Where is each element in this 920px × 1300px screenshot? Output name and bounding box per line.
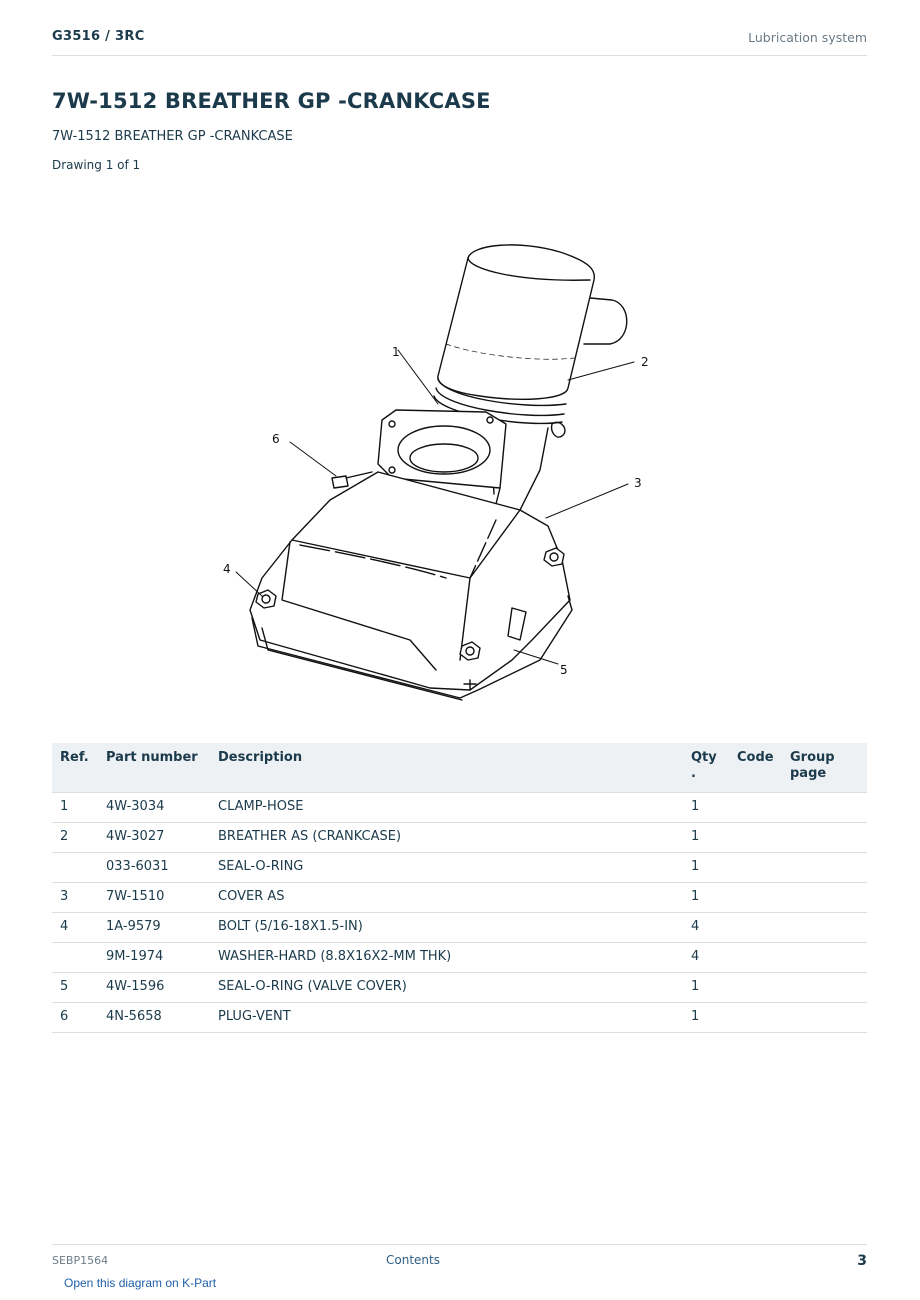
table-row: [52, 883, 867, 913]
header-code: Code: [729, 743, 782, 793]
cell-description: WASHER-HARD (8.8X16X2-MM THK): [210, 943, 683, 973]
cell-ref: 5: [52, 973, 98, 1003]
cell-group-page: [782, 793, 867, 823]
cell-description: PLUG-VENT: [210, 1003, 683, 1033]
page-title: 7W-1512 BREATHER GP -CRANKCASE: [52, 89, 491, 113]
cell-description: BOLT (5/16-18X1.5-IN): [210, 913, 683, 943]
parts-diagram: [200, 180, 720, 720]
cell-description: COVER AS: [210, 883, 683, 913]
cell-qty: 1: [683, 1003, 729, 1033]
cell-description: CLAMP-HOSE: [210, 793, 683, 823]
parts-table: [52, 743, 867, 1033]
cell-qty: 1: [683, 973, 729, 1003]
cell-code: [729, 1003, 782, 1033]
cell-ref: [52, 853, 98, 883]
cell-part-number: 4N-5658: [98, 1003, 210, 1033]
table-row: [52, 943, 867, 973]
cell-qty: 1: [683, 853, 729, 883]
header-qty: Qty .: [683, 743, 729, 793]
cell-part-number: 033-6031: [98, 853, 210, 883]
callout-6: 6: [272, 432, 280, 446]
table-row: [52, 823, 867, 853]
table-row: [52, 1003, 867, 1033]
cell-code: [729, 943, 782, 973]
cell-group-page: [782, 913, 867, 943]
drawing-count: Drawing 1 of 1: [52, 158, 141, 172]
cell-group-page: [782, 943, 867, 973]
cell-group-page: [782, 823, 867, 853]
header-part-number: Part number: [98, 743, 210, 793]
callout-2: 2: [641, 355, 649, 369]
cell-code: [729, 913, 782, 943]
callout-4: 4: [223, 562, 231, 576]
document-id: SEBP1564: [52, 1254, 109, 1267]
contents-link[interactable]: Contents: [386, 1253, 440, 1267]
cell-qty: 1: [683, 883, 729, 913]
breather-drawing: [200, 180, 720, 720]
cell-qty: 4: [683, 943, 729, 973]
cell-ref: 6: [52, 1003, 98, 1033]
cell-code: [729, 793, 782, 823]
callout-1: 1: [392, 345, 400, 359]
cell-ref: 4: [52, 913, 98, 943]
cell-part-number: 9M-1974: [98, 943, 210, 973]
callout-3: 3: [634, 476, 642, 490]
cell-qty: 4: [683, 913, 729, 943]
section-label: Lubrication system: [748, 30, 867, 45]
cell-code: [729, 823, 782, 853]
table-row: [52, 973, 867, 1003]
table-row: [52, 853, 867, 883]
table-row: [52, 913, 867, 943]
cell-qty: 1: [683, 793, 729, 823]
table-header-row: [52, 743, 867, 793]
cell-group-page: [782, 973, 867, 1003]
cell-part-number: 1A-9579: [98, 913, 210, 943]
page-header: [52, 29, 867, 56]
cell-code: [729, 883, 782, 913]
cell-group-page: [782, 1003, 867, 1033]
cell-part-number: 4W-3034: [98, 793, 210, 823]
cell-ref: 1: [52, 793, 98, 823]
cell-part-number: 4W-1596: [98, 973, 210, 1003]
cell-code: [729, 973, 782, 1003]
header-description: Description: [210, 743, 683, 793]
cell-description: BREATHER AS (CRANKCASE): [210, 823, 683, 853]
model-label: G3516 / 3RC: [52, 29, 145, 44]
cell-description: SEAL-O-RING: [210, 853, 683, 883]
cell-part-number: 7W-1510: [98, 883, 210, 913]
cell-qty: 1: [683, 823, 729, 853]
header-ref: Ref.: [52, 743, 98, 793]
cell-code: [729, 853, 782, 883]
header-group-page: Group page: [782, 743, 867, 793]
page-footer: [52, 1244, 867, 1269]
page-subtitle: 7W-1512 BREATHER GP -CRANKCASE: [52, 129, 293, 144]
cell-description: SEAL-O-RING (VALVE COVER): [210, 973, 683, 1003]
cell-ref: 2: [52, 823, 98, 853]
cell-ref: [52, 943, 98, 973]
kpart-link[interactable]: Open this diagram on K-Part: [64, 1276, 217, 1290]
cell-part-number: 4W-3027: [98, 823, 210, 853]
cell-group-page: [782, 853, 867, 883]
cell-ref: 3: [52, 883, 98, 913]
page-number: 3: [857, 1253, 867, 1269]
cell-group-page: [782, 883, 867, 913]
table-row: [52, 793, 867, 823]
callout-5: 5: [560, 663, 568, 677]
